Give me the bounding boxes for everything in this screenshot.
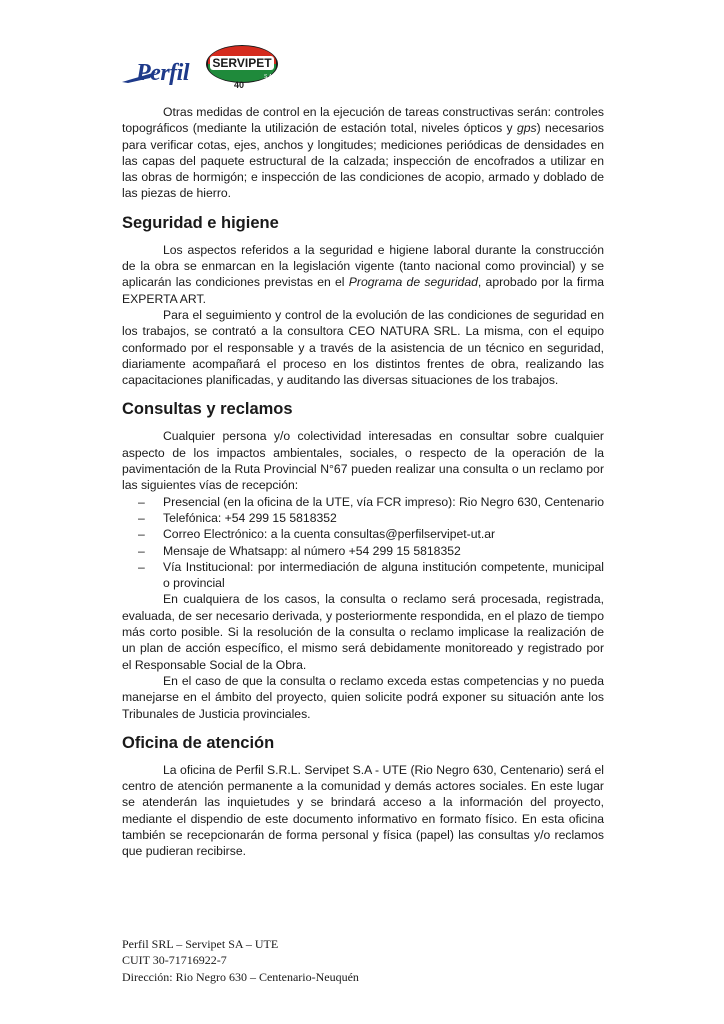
intro-text-a: Otras medidas de control en la ejecución de tareas constructivas serán: controles topográficos (mediante la utilización de estación total, niveles ópticos y [122,105,604,136]
dash-marker: – [138,527,145,542]
perfil-logo: Perfil [136,60,189,86]
dash-marker: – [138,510,145,525]
list-item-text: Telefónica: +54 299 15 5818352 [163,510,337,525]
list-item-text: Mensaje de Whatsapp: al número +54 299 15 5818352 [163,543,461,558]
list-item [122,526,604,542]
servipet-anniversary-number: 40 [234,80,245,90]
dash-marker: – [138,494,145,509]
page-footer [122,936,522,985]
list-item [122,543,604,559]
list-item [122,510,604,526]
seguridad-text-b: , aprobado por la firma EXPERTA ART. [122,275,604,306]
list-item-text: Correo Electrónico: a la cuenta consultas@perfilservipet-ut.ar [163,527,496,542]
dash-marker: – [138,559,145,574]
seguridad-paragraph-2: Para el seguimiento y control de la evolución de las condiciones de seguridad en los trabajos, se contrató a la consultora CEO NATURA SRL. La misma, con el equipo conformado por el responsable y a través de la asistencia de un técnico en seguridad, diariamente acompañará el proceso en los distintos frentes de obra, realizando las capacitaciones planificadas, y auditando las diversas situaciones de los trabajos. [122,307,604,388]
header-logos [120,44,290,92]
section-heading-consultas: Consultas y reclamos [122,400,293,419]
section-heading-seguridad: Seguridad e higiene [122,213,279,232]
consultas-paragraph-2: En cualquiera de los casos, la consulta o reclamo será procesada, registrada, evaluada, de ser necesario derivada, y posteriormente respondida, en el plazo de tiempo más corto posible. Si la resolución de la consulta o reclamo implicase la realización de un plan de acción específico, el mismo será debidamente monitoreado y registrado por el Responsable Social de la Obra. [122,592,604,672]
document-body [122,104,604,860]
list-item-text: Vía Institucional: por intermediación de alguna institución competente, municipal o provincial [163,559,604,591]
consultas-paragraph-3: En el caso de que la consulta o reclamo exceda estas competencias y no pueda manejarse en el ámbito del proyecto, quien solicite podrá exponer su situación ante los Tribunales de Justicia provinciales. [122,673,604,721]
seguridad-paragraph-1 [122,242,604,307]
servipet-logo [204,44,280,90]
intro-text-em: gps [517,121,537,136]
intro-text-b: ) necesarios para verificar cotas, ejes, anchos y longitudes; mediciones periódicas de densidades en las capas del paquete estructural de la calzada; inspección de encofrados a utilizar en las obras de hormigón; e inspección de las condiciones de acopio, armado y doblado de las piezas de hierro. [122,121,604,201]
list-item [122,559,604,592]
footer-address: Dirección: Rio Negro 630 – Centenario-Neuquén [122,969,359,984]
footer-company: Perfil SRL – Servipet SA – UTE [122,937,279,951]
servipet-logo-suffix: S.A. [264,74,274,80]
servipet-logo-text: SERVIPET [212,56,272,70]
section-heading-oficina: Oficina de atención [122,733,275,752]
list-item-text: Presencial (en la oficina de la UTE, vía FCR impreso): Rio Negro 630, Centenario [163,494,604,509]
intro-paragraph [122,104,604,202]
list-item [122,494,604,510]
reception-channels-list [122,494,604,592]
consultas-paragraph-1: Cualquier persona y/o colectividad interesadas en consultar sobre cualquier aspecto de los impactos ambientales, sociales, o respecto de la operación de la pavimentación de la Ruta Provincial N°67 pueden realizar una consulta o un reclamo por las siguientes vías de recepción: [122,429,604,493]
seguridad-text-a: Los aspectos referidos a la seguridad e higiene laboral durante la construcción de la obra se enmarcan en la legislación vigente (tanto nacional como provincial) y se aplicarán las condiciones previstas en el [122,242,604,290]
seguridad-text-em: Programa de seguridad [348,275,478,290]
footer-cuit: CUIT 30-71716922-7 [122,953,227,968]
dash-marker: – [138,543,145,558]
oficina-paragraph: La oficina de Perfil S.R.L. Servipet S.A - UTE (Rio Negro 630, Centenario) será el centro de atención permanente a la comunidad y demás actores sociales. En este lugar se atenderán las inquietudes y se brindará acceso a la información del proyecto, mediante el dispendio de este documento informativo en formato físico. En esta oficina también se recepcionarán de forma personal y física (papel) las consultas y/o reclamos que pudieran recibirse. [122,762,604,859]
